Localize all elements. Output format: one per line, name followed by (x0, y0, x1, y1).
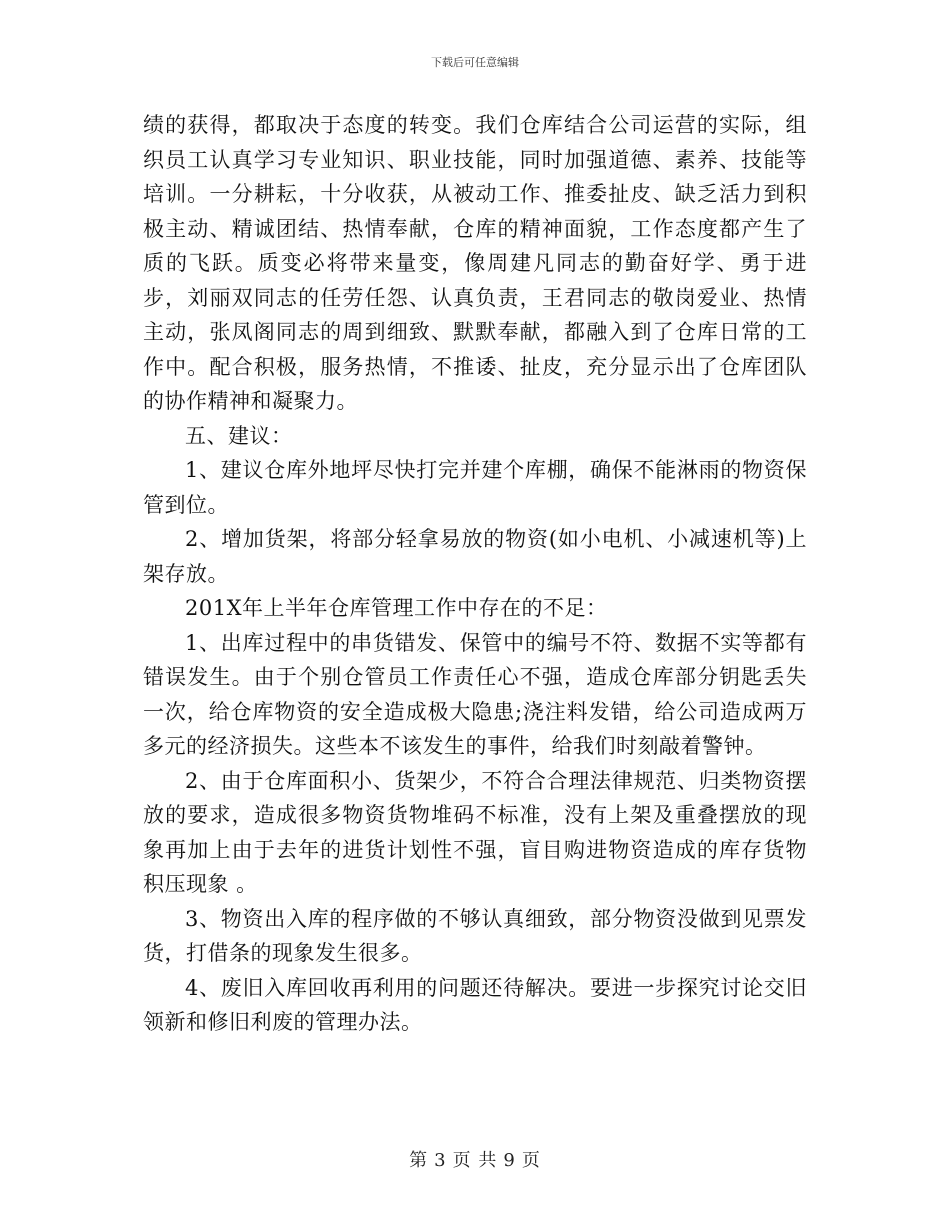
section-heading-suggestions: 五、建议： (185, 423, 293, 448)
total-page-count: 9 (503, 1150, 516, 1171)
page-label-middle: 页 共 (452, 1150, 498, 1171)
section-heading-shortcomings: 201X年上半年仓库管理工作中存在的不足： (185, 596, 608, 620)
suggestion-item-2: 2、增加货架，将部分轻拿易放的物资(如小电机、小减速机等)上架存放。 (143, 527, 807, 586)
shortcoming-item-1: 1、出库过程中的串货错发、保管中的编号不符、数据不实等都有错误发生。由于个别仓管员工作责任心不强，造成仓库部分钥匙丢失一次，给仓库物资的安全造成极大隐患;浇注料发错，给公司造成两万多元的经济损失。这些本不该发生的事件，给我们时刻敲着警钟。 (143, 630, 807, 758)
shortcoming-item-2: 2、由于仓库面积小、货架少，不符合合理法律规范、归类物资摆放的要求，造成很多物资货物堆码不标准，没有上架及重叠摆放的现象再加上由于去年的进货计划性不强，盲目购进物资造成的库存货物积压现象 。 (143, 768, 807, 896)
shortcoming-item-3: 3、物资出入库的程序做的不够认真细致，部分物资没做到见票发货，打借条的现象发生很多。 (143, 906, 807, 965)
suggestion-item-1: 1、建议仓库外地坪尽快打完并建个库棚，确保不能淋雨的物资保管到位。 (143, 458, 807, 517)
page-header: 下载后可任意编辑 (431, 56, 519, 69)
current-page-number: 3 (434, 1150, 447, 1171)
document-body (143, 108, 807, 1040)
shortcoming-item-4: 4、废旧入库回收再利用的问题还待解决。要进一步探究讨论交旧领新和修旧利废的管理办法。 (143, 975, 807, 1034)
page-label-prefix: 第 (409, 1150, 429, 1171)
paragraph-continuation: 绩的获得，都取决于态度的转变。我们仓库结合公司运营的实际，组织员工认真学习专业知识、职业技能，同时加强道德、素养、技能等培训。一分耕耘，十分收获，从被动工作、推委扯皮、缺乏活力到积极主动、精诚团结、热情奉献，仓库的精神面貌，工作态度都产生了质的飞跃。质变必将带来量变，像周建凡同志的勤奋好学、勇于进步，刘丽双同志的任劳任怨、认真负责，王君同志的敬岗爱业、热情主动，张凤阁同志的周到细致、默默奉献，都融入到了仓库日常的工作中。配合积极，服务热情，不推诿、扯皮，充分显示出了仓库团队的协作精神和凝聚力。 (143, 113, 807, 413)
page-label-suffix: 页 (521, 1150, 541, 1171)
page-footer (0, 1146, 950, 1172)
